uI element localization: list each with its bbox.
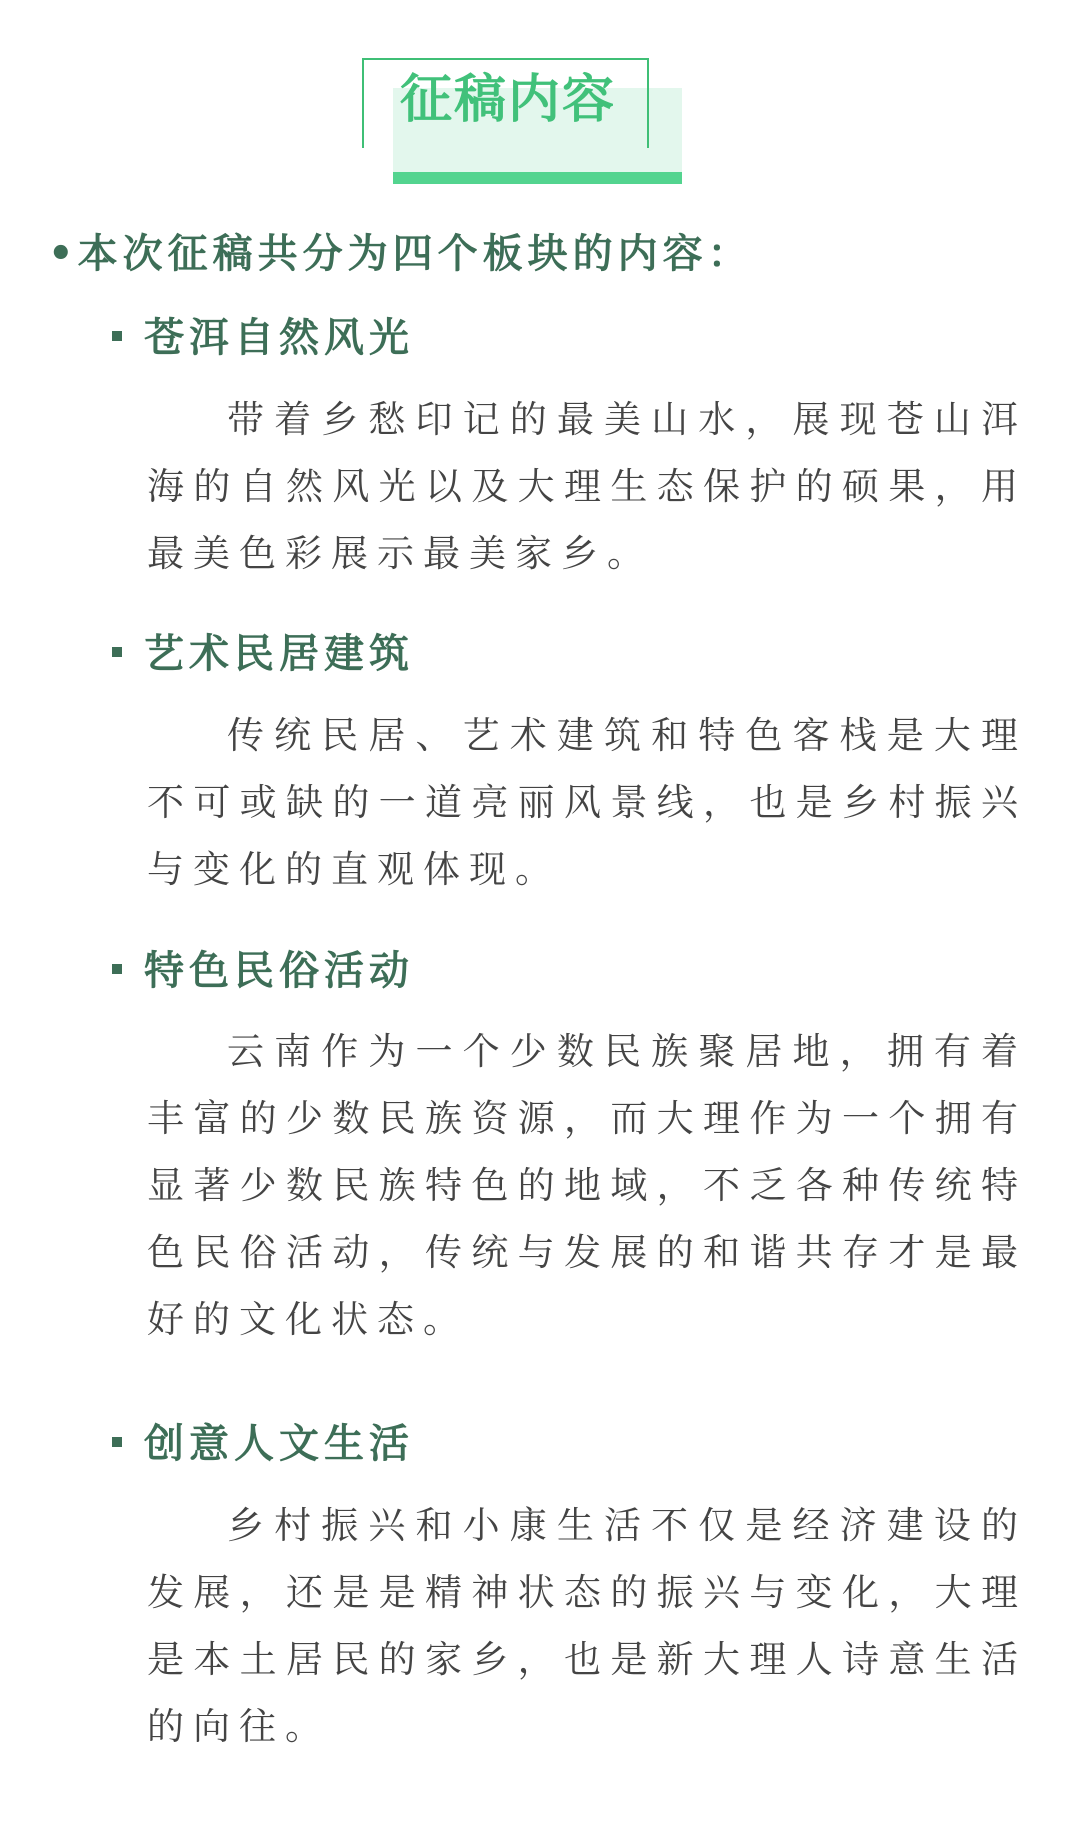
section-heading-text: 特色民俗活动 [144,948,414,994]
page-title: 征稿内容 [400,70,617,130]
section-heading-folk-activities [112,943,414,999]
section-heading-text: 艺术民居建筑 [144,631,414,677]
square-bullet-icon [112,331,122,341]
section-heading-text: 苍洱自然风光 [144,315,414,361]
intro-line [48,226,753,282]
section-heading-text: 创意人文生活 [144,1421,414,1467]
title-underline-bar [393,172,682,184]
section-body-architecture: 传统民居、艺术建筑和特色客栈是大理不可或缺的一道亮丽风景线，也是乡村振兴与变化的直观体现。 [147,714,1027,891]
square-bullet-icon [112,964,122,974]
intro-bullet: • [48,231,74,277]
section-heading-architecture [112,626,414,682]
intro-text: 本次征稿共分为四个板块的内容： [77,231,753,277]
square-bullet-icon [112,1437,122,1447]
title-block [362,58,682,188]
section-body-cultural-life: 乡村振兴和小康生活不仅是经济建设的发展，还是是精神状态的振兴与变化，大理是本土居民的家乡，也是新大理人诗意生活的向往。 [147,1504,1027,1748]
section-body-scenery: 带着乡愁印记的最美山水，展现苍山洱海的自然风光以及大理生态保护的硕果，用最美色彩展示最美家乡。 [147,398,1027,575]
section-heading-cultural-life [112,1416,414,1472]
section-heading-scenery [112,310,414,366]
square-bullet-icon [112,647,122,657]
section-body-folk-activities: 云南作为一个少数民族聚居地，拥有着丰富的少数民族资源，而大理作为一个拥有显著少数民族特色的地域，不乏各种传统特色民俗活动，传统与发展的和谐共存才是最好的文化状态。 [147,1030,1027,1341]
